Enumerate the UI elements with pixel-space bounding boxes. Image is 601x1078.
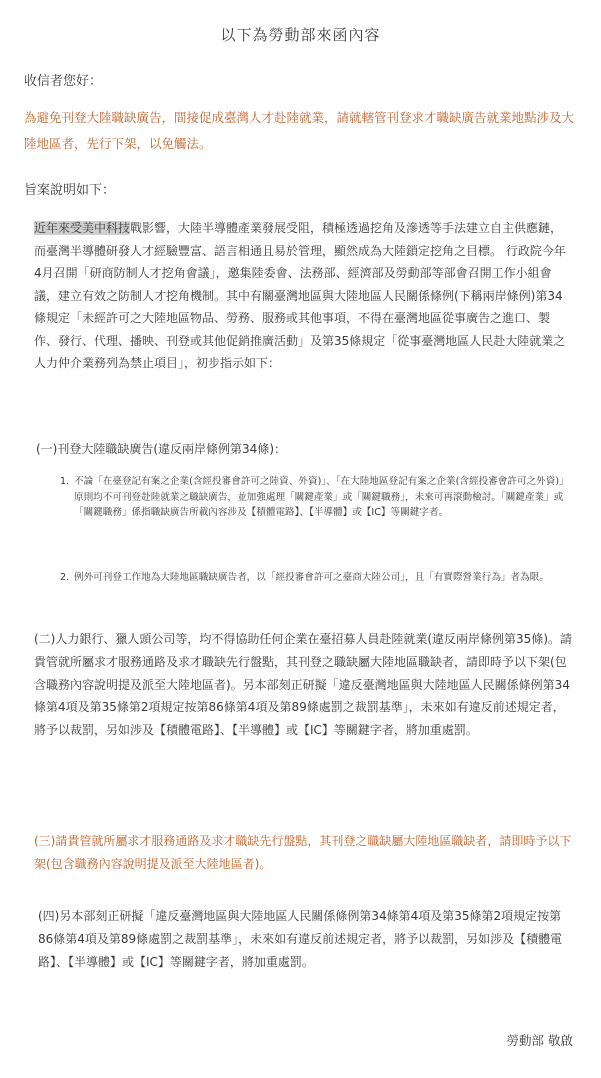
highlighted-phrase: 近年來受美中科技: [34, 221, 131, 235]
list-item: [60, 474, 570, 521]
letter-title: 以下為勞動部來函內容: [220, 26, 381, 44]
list-item: [60, 570, 570, 586]
section-1-list: [60, 474, 570, 521]
section-1-title: (一)刊登大陸職缺廣告(違反兩岸條例第34條)：: [36, 442, 286, 456]
signature: 勞動部 敬啟: [506, 1033, 573, 1048]
background-paragraph: [34, 217, 572, 375]
intro-notice: 為避免刊登大陸職缺廣告，間接促成臺灣人才赴陸就業，請就轄管刊登求才職缺廣告就業地點涉及大陸地區者，先行下架，以免觸法。: [24, 110, 575, 151]
section-1-list-continued: [60, 570, 570, 586]
greeting: 收信者您好：: [24, 74, 103, 89]
list-item-number: 1.: [60, 476, 70, 487]
list-item-text: 不論「在臺登記有案之企業(含經投審會許可之陸資、外資)」、「在大陸地區登記有案之企業(含經投審會許可之外資)」原則均不可刊登赴陸就業之職缺廣告，並加強處理「關鍵產業」或「關鍵職務」，未來可再滾動檢討。「關鍵產業」或「關鍵職務」係指職缺廣告所載內容涉及【積體電路】、【半導體】或【IC】等關鍵字者。: [74, 476, 569, 518]
section-2-paragraph: (二)人力銀行、獵人頭公司等，均不得協助任何企業在臺招募人員赴陸就業(違反兩岸條例第35條)。請貴管就所屬求才服務通路及求才職缺先行盤點，其刊登之職缺屬大陸地區職缺者，請即時予以下架(包含職務內容說明提及派至大陸地區者)。另本部刻正研擬「違反臺灣地區與大陸地區人民關係條例第34條第4項及第35條第2項規定按第86條第4項及第89條處罰之裁罰基準」，未來如有違反前述規定者，將予以裁罰，另如涉及【積體電路】、【半導體】或【IC】等關鍵字者，將加重處罰。: [34, 632, 572, 738]
background-text: 戰影響，大陸半導體產業發展受阻，積極透過挖角及滲透等手法建立自主供應鏈，而臺灣半導體研發人才經驗豐富、語言相通且易於管理，顯然成為大陸鎖定挖角之目標。 行政院今年4月召開「研商防制人才挖角會議」，邀集陸委會、法務部、經濟部及勞動部等部會召開工作小組會議，建立有效之防制人才挖角機制。其中有關臺灣地區與大陸地區人民關係條例(下稱兩岸條例)第34條規定「未經許可之大陸地區物品、勞務、服務或其他事項，不得在臺灣地區從事廣告之進口、製作、發行、代理、播映、刊登或其他促銷推廣活動」及第35條規定「從事臺灣地區人民赴大陸就業之人力仲介業務列為禁止項目」，初步指示如下：: [34, 221, 566, 370]
section-4-paragraph: (四)另本部刻正研擬「違反臺灣地區與大陸地區人民關係條例第34條第4項及第35條第2項規定按第86條第4項及第89條處罰之裁罰基準」，未來如有違反前述規定者，將予以裁罰，另如涉及【積體電路】、【半導體】或【IC】等關鍵字者，將加重處罰。: [38, 909, 563, 969]
section-3-paragraph: (三)請貴管就所屬求才服務通路及求才職缺先行盤點，其刊登之職缺屬大陸地區職缺者，請即時予以下架(包含職務內容說明提及派至大陸地區者)。: [34, 834, 572, 871]
list-item-number: 2.: [60, 572, 70, 583]
list-item-text: 例外可刊登工作地為大陸地區職缺廣告者，以「經投審會許可之臺商大陸公司」，且「有實際營業行為」者為限。: [74, 572, 549, 583]
subject-heading: 旨案說明如下：: [24, 183, 116, 198]
